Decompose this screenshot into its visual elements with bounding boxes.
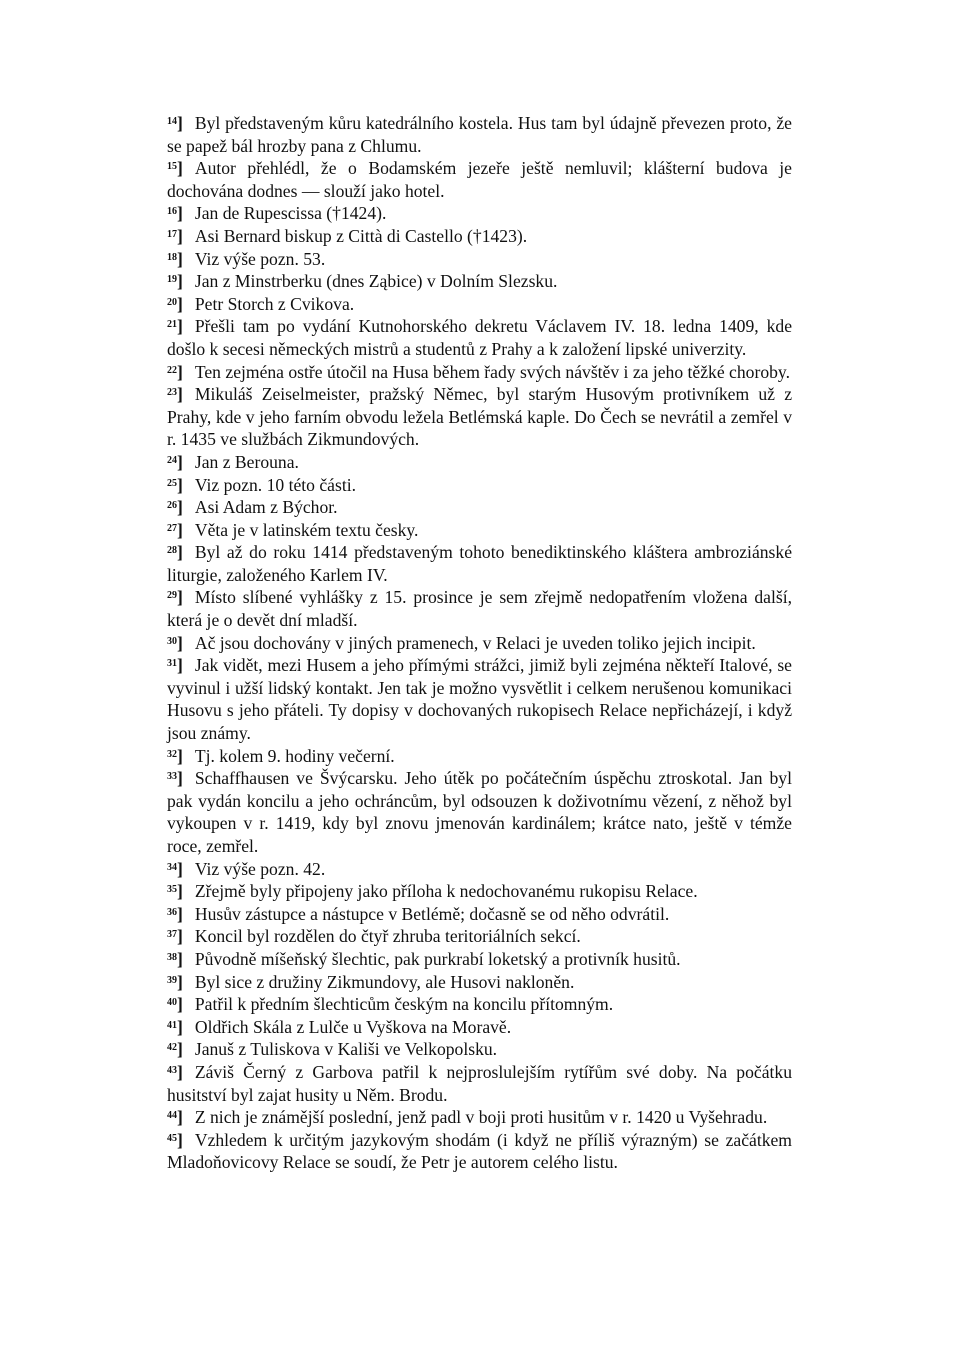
footnote: $^{29}$] Místo slíbené vyhlášky z 15. prosince je sem zřejmě nedopatřením vložena další, která je o devět dní mladší. [167,587,792,631]
footnote-text: Januš z Tuliskova v Kališi ve Velkopolsku. [194,1039,498,1060]
footnote-number: 33 [167,771,177,783]
footnotes-page [167,112,792,1174]
footnote-text: Autor přehlédl, že o Bodamském jezeře ještě nemluvil; klášterní budova je dochována dodnes — slouží jako hotel. [167,158,792,201]
footnote-number: 29 [167,590,177,602]
footnote: $^{40}$] Patřil k předním šlechticům českým na koncilu přítomným. [167,994,614,1015]
footnote: $^{18}$] Viz výše pozn. 53. [167,248,326,269]
footnote-number: 42 [167,1042,177,1054]
footnote: $^{32}$] Tj. kolem 9. hodiny večerní. [167,745,395,766]
footnote: $^{27}$] Věta je v latinském textu česky. [167,519,419,540]
footnote: $^{37}$] Koncil byl rozdělen do čtyř zhruba teritoriálních sekcí. [167,926,581,947]
footnote-number: 28 [167,545,177,557]
footnote-number: 38 [167,951,177,963]
footnote-number: 34 [167,861,177,873]
footnote-number: 14 [167,116,177,127]
footnote: $^{33}$] Schaffhausen ve Švýcarsku. Jeho útěk po počátečním úspěchu ztroskotal. Jan byl pak vydán koncilu a jeho ochráncům, byl odsouzen k doživotnímu vězení, z něhož byl vykoupen v r. 1419, kdy byl znovu jmenován kardinálem; krátce nato, ještě v témže roce, zemřel. [167,768,792,856]
footnote-text: Vzhledem k určitým jazykovým shodám (i když ne příliš výrazným) se začátkem Mladoňovicovy Relace se soudí, že Petr je autorem celého listu. [167,1129,792,1173]
footnote: $^{14}$] Byl představeným kůru katedrálního kostela. Hus tam byl údajně převezen proto, že se papež bál hrozby pana z Chlumu. [167,113,792,156]
footnote-text: Byl představeným kůru katedrálního kostela. Hus tam byl údajně převezen proto, že se papež bál hrozby pana z Chlumu. [167,113,792,156]
footnote-text: Tj. kolem 9. hodiny večerní. [194,745,395,766]
footnote-text: Přešli tam po vydání Kutnohorského dekretu Václavem IV. 18. ledna 1409, kde došlo k secesi německých mistrů a studentů z Prahy a k založení lipské univerzity. [167,316,792,359]
footnote-text: Asi Adam z Býchor. [194,497,338,518]
footnote: $^{36}$] Husův zástupce a nástupce v Betlémě; dočasně se od něho odvrátil. [167,903,670,924]
footnote-number: 18 [167,251,177,263]
footnote-text: Koncil byl rozdělen do čtyř zhruba teritoriálních sekcí. [194,926,581,947]
footnote-number: 23 [167,387,177,399]
footnote-number: 19 [167,274,177,286]
footnote: $^{15}$] Autor přehlédl, že o Bodamském jezeře ještě nemluvil; klášterní budova je dochována dodnes — slouží jako hotel. [167,158,792,201]
footnote-text: Byl sice z družiny Zikmundovy, ale Husovi nakloněn. [194,971,575,992]
footnote-text: Petr Storch z Cvikova. [194,293,355,314]
footnote: $^{44}$] Z nich je známější poslední, jenž padl v boji proti husitům v r. 1420 u Vyšehradu. [167,1107,768,1128]
footnote-number: 30 [167,635,177,647]
footnote-text: Patřil k předním šlechticům českým na koncilu přítomným. [194,994,614,1015]
footnote-text: Jak vidět, mezi Husem a jeho přímými strážci, jimiž byli zejména někteří Italové, se vyvinul i užší lidský kontakt. Jen tak je možno vysvětlit i celkem nerušenou komunikaci Husovu s jeho přáteli. Ty dopisy v dochovaných rukopisech Relace nepřicházejí, i když jsou známy. [167,655,792,744]
footnote: $^{35}$] Zřejmě byly připojeny jako příloha k nedochovanému rukopisu Relace. [167,881,698,902]
footnote-number: 41 [167,1019,177,1031]
footnote-text: Jan de Rupescissa (†1424). [194,203,387,224]
footnote-text: Mikuláš Zeiselmeister, pražský Němec, byl starým Husovým protivníkem už z Prahy, kde v jeho farním obvodu ležela Betlémská kaple. Do Čech se nevrátil a zemřel v r. 1435 ve službách Zikmundových. [167,384,792,450]
footnote: $^{25}$] Viz pozn. 10 této části. [167,474,357,495]
footnote-text: Jan z Berouna. [194,451,299,472]
footnote-text: Viz pozn. 10 této části. [194,474,357,495]
footnote-number: 27 [167,522,177,534]
footnote-text: Místo slíbené vyhlášky z 15. prosince je sem zřejmě nedopatřením vložena další, která je o devět dní mladší. [167,587,792,631]
footnote: $^{16}$] Jan de Rupescissa (†1424). [167,203,387,224]
footnote-text: Záviš Černý z Garbova patřil k nejproslulejším rytířům své doby. Na počátku husitství byl zajat husity u Něm. Brodu. [167,1061,792,1105]
footnote-text: Byl až do roku 1414 představeným tohoto benediktinského kláštera ambroziánské liturgie, založeného Karlem IV. [167,542,792,585]
footnote-number: 40 [167,997,177,1009]
footnote: $^{45}$] Vzhledem k určitým jazykovým shodám (i když ne příliš výrazným) se začátkem Mladoňovicovy Relace se soudí, že Petr je autorem celého listu. [167,1129,792,1173]
footnote: $^{23}$] Mikuláš Zeiselmeister, pražský Němec, byl starým Husovým protivníkem už z Prahy, kde v jeho farním obvodu ležela Betlémská kaple. Do Čech se nevrátil a zemřel v r. 1435 ve službách Zikmundových. [167,384,792,450]
footnote-text: Husův zástupce a nástupce v Betlémě; dočasně se od něho odvrátil. [194,903,670,924]
footnote-number: 39 [167,974,177,986]
footnote-text: Oldřich Skála z Lulče u Vyškova na Moravě. [194,1016,512,1037]
footnote-number: 21 [167,319,177,331]
footnote-number: 26 [167,500,177,512]
footnote-text: Ten zejména ostře útočil na Husa během řady svých návštěv i za jeho těžké choroby. [194,361,790,382]
footnote-number: 25 [167,477,177,489]
footnote-text: Asi Bernard biskup z Città di Castello (†1423). [194,225,528,246]
footnote-number: 45 [167,1132,177,1144]
footnote: $^{38}$] Původně míšeňský šlechtic, pak purkrabí loketský a protivník husitů. [167,948,681,969]
footnote: $^{26}$] Asi Adam z Býchor. [167,497,338,518]
footnote-number: 16 [167,206,177,218]
footnote-number: 24 [167,454,177,466]
footnote-number: 15 [167,161,177,173]
footnote-number: 22 [167,364,177,376]
footnote-text: Z nich je známější poslední, jenž padl v boji proti husitům v r. 1420 u Vyšehradu. [194,1107,768,1128]
footnote-number: 17 [167,228,177,240]
footnote-number: 37 [167,929,177,941]
footnote-number: 36 [167,906,177,918]
footnote: $^{21}$] Přešli tam po vydání Kutnohorského dekretu Václavem IV. 18. ledna 1409, kde došlo k secesi německých mistrů a studentů z Prahy a k založení lipské univerzity. [167,316,792,359]
footnote-text: Jan z Minstrberku (dnes Ząbice) v Dolním Slezsku. [194,271,558,292]
footnote: $^{41}$] Oldřich Skála z Lulče u Vyškova na Moravě. [167,1016,512,1037]
footnote: $^{24}$] Jan z Berouna. [167,451,299,472]
footnote: $^{20}$] Petr Storch z Cvikova. [167,293,355,314]
footnote: $^{28}$] Byl až do roku 1414 představeným tohoto benediktinského kláštera ambroziánské liturgie, založeného Karlem IV. [167,542,792,585]
footnote-number: 43 [167,1064,177,1076]
footnote-number: 31 [167,658,177,670]
footnote-number: 35 [167,884,177,896]
footnote-text: Zřejmě byly připojeny jako příloha k nedochovanému rukopisu Relace. [194,881,698,902]
footnote: $^{34}$] Viz výše pozn. 42. [167,858,326,879]
footnote: $^{30}$] Ač jsou dochovány v jiných pramenech, v Relaci je uveden toliko jejich incipit. [167,632,756,653]
footnote-number: 32 [167,748,177,760]
footnote: $^{22}$] Ten zejména ostře útočil na Husa během řady svých návštěv i za jeho těžké choroby. [167,361,790,382]
footnote-text: Viz výše pozn. 53. [194,248,326,269]
footnote-text: Původně míšeňský šlechtic, pak purkrabí loketský a protivník husitů. [194,948,681,969]
footnote-text: Ač jsou dochovány v jiných pramenech, v Relaci je uveden toliko jejich incipit. [194,632,756,653]
footnote-number: 20 [167,296,177,308]
footnote: $^{17}$] Asi Bernard biskup z Città di Castello (†1423). [167,225,528,246]
footnote-text: Věta je v latinském textu česky. [194,519,419,540]
footnote: $^{39}$] Byl sice z družiny Zikmundovy, ale Husovi nakloněn. [167,971,575,992]
footnote: $^{31}$] Jak vidět, mezi Husem a jeho přímými strážci, jimiž byli zejména někteří Italové, se vyvinul i užší lidský kontakt. Jen tak je možno vysvětlit i celkem nerušenou komunikaci Husovu s jeho přáteli. Ty dopisy v dochovaných rukopisech Relace nepřicházejí, i když jsou známy. [167,655,792,744]
footnote-text: Schaffhausen ve Švýcarsku. Jeho útěk po počátečním úspěchu ztroskotal. Jan byl pak vydán koncilu a jeho ochráncům, byl odsouzen k doživotnímu vězení, z něhož byl vykoupen v r. 1419, kdy byl znovu jmenován kardinálem; krátce nato, ještě v témže roce, zemřel. [167,768,792,856]
footnote: $^{43}$] Záviš Černý z Garbova patřil k nejproslulejším rytířům své doby. Na počátku husitství byl zajat husity u Něm. Brodu. [167,1061,792,1105]
footnote: $^{19}$] Jan z Minstrberku (dnes Ząbice) v Dolním Slezsku. [167,271,558,292]
footnote-number: 44 [167,1110,177,1122]
footnote-text: Viz výše pozn. 42. [194,858,326,879]
footnote: $^{42}$] Januš z Tuliskova v Kališi ve Velkopolsku. [167,1039,498,1060]
